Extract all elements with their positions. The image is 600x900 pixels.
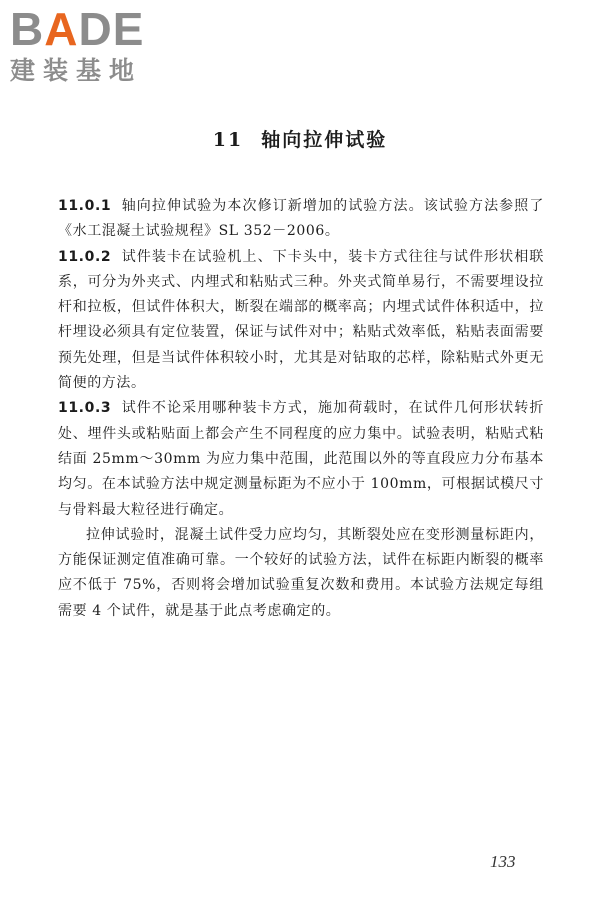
clause-number: 11.0.2	[58, 248, 112, 265]
explanation-paragraph: 拉伸试验时，混凝土试件受力应均匀，其断裂处应在变形测量标距内，方能保证测定值准确可靠。一个较好的试验方法，试件在标距内断裂的概率应不低于 75%，否则将会增加试验重复次数和费用。本试验方法规定每组需要 4 个试件，就是基于此点考虑确定的。	[58, 526, 544, 619]
logo-letter-b: B	[10, 3, 45, 55]
clause-text: 试件装卡在试验机上、下卡头中，装卡方式往往与试件形状相联系，可分为外夹式、内埋式和粘贴式三种。外夹式简单易行，不需要埋设拉杆和拉板，但试件体积大，断裂在端部的概率高；内埋式试件体积适中，拉杆埋设必须具有定位装置，保证与试件对中；粘贴式效率低，粘贴表面需要预先处理，但是当试件体积较小时，尤其是对钻取的芯样，除粘贴式外更无简便的方法。	[58, 248, 544, 392]
logo-letters-de: DE	[78, 3, 145, 55]
clause-text: 轴向拉伸试验为本次修订新增加的试验方法。该试验方法参照了《水工混凝土试验规程》SL 352－2006。	[58, 198, 544, 240]
chapter-number: 11	[212, 129, 244, 151]
chapter-title: 轴向拉伸试验	[261, 129, 388, 151]
clause-text: 试件不论采用哪种装卡方式，施加荷载时，在试件几何形状转折处、埋件头或粘贴面上都会产生不同程度的应力集中。试验表明，粘贴式粘结面 25mm～30mm 为应力集中范围，此范围以外的等直段应力分布基本均匀。在本试验方法中规定测量标距为不应小于 100mm，可根据试模尺寸与骨料最大粒径进行确定。	[58, 400, 544, 518]
clause-11-0-3	[58, 396, 544, 522]
clause-number: 11.0.1	[58, 198, 112, 214]
chapter-heading	[0, 127, 600, 153]
bade-logo	[10, 4, 175, 94]
logo-letter-a: A	[44, 3, 79, 55]
clause-11-0-2	[58, 245, 544, 397]
logo-wordmark	[10, 4, 144, 54]
logo-subtitle: 建装基地	[10, 56, 143, 85]
clause-11-0-1	[58, 194, 544, 245]
page-number: 133	[490, 852, 516, 871]
clause-number: 11.0.3	[58, 400, 112, 417]
document-body	[58, 194, 544, 624]
